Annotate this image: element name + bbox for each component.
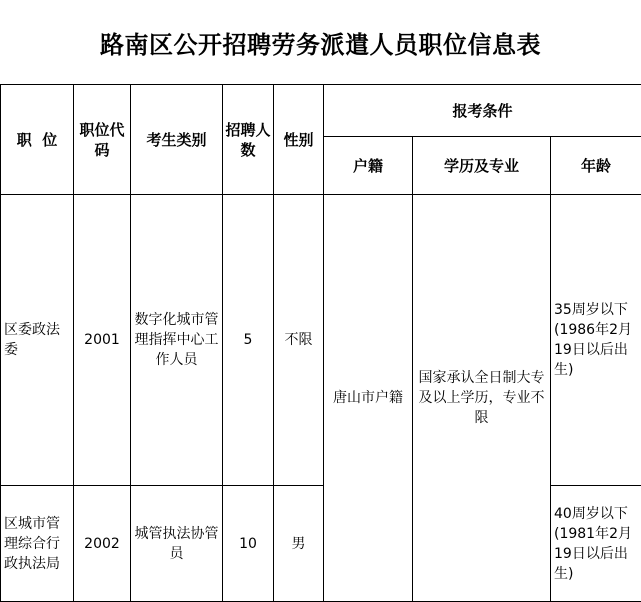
cell-hukou: 唐山市户籍 (324, 195, 413, 602)
header-gender: 性别 (274, 85, 324, 195)
header-code: 职位代码 (74, 85, 131, 195)
header-hukou: 户籍 (324, 137, 413, 195)
cell-position: 区城市管理综合行政执法局 (1, 486, 74, 602)
cell-gender: 男 (274, 486, 324, 602)
header-education: 学历及专业 (413, 137, 551, 195)
table-row (1, 195, 641, 486)
cell-age: 35周岁以下(1986年2月19日以后出生) (551, 195, 641, 486)
header-age: 年龄 (551, 137, 641, 195)
cell-count: 5 (223, 195, 274, 486)
cell-gender: 不限 (274, 195, 324, 486)
cell-age: 40周岁以下(1981年2月19日以后出生) (551, 486, 641, 602)
cell-category: 城管执法协管员 (131, 486, 223, 602)
header-conditions: 报考条件 (324, 85, 641, 137)
cell-code: 2002 (74, 486, 131, 602)
cell-count: 10 (223, 486, 274, 602)
positions-table (0, 84, 641, 602)
header-count: 招聘人数 (223, 85, 274, 195)
page-title: 路南区公开招聘劳务派遣人员职位信息表 (100, 29, 541, 59)
header-category: 考生类别 (131, 85, 223, 195)
cell-code: 2001 (74, 195, 131, 486)
cell-position: 区委政法委 (1, 195, 74, 486)
cell-education: 国家承认全日制大专及以上学历，专业不限 (413, 195, 551, 602)
cell-category: 数字化城市管理指挥中心工作人员 (131, 195, 223, 486)
header-position: 职 位 (1, 85, 74, 195)
